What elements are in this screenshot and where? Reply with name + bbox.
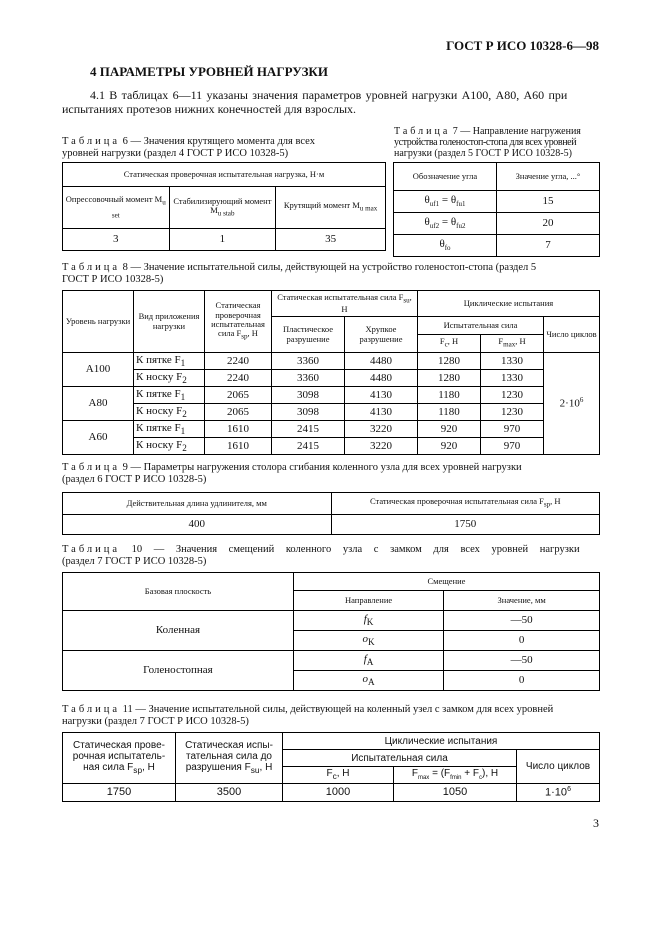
table-11 [62, 732, 600, 802]
t8-cell: 2065 [205, 404, 272, 421]
t8-cell: 1230 [481, 387, 544, 404]
intro-line-1: 4.1 В таблицах 6—11 указаны значения параметров уровней нагрузки А100, А80, А60 при [90, 88, 568, 102]
t8-cell: 2240 [205, 353, 272, 370]
t11-col-fmax: $F_{max} = (F_{fmin} + F_c)$, Н [394, 767, 517, 784]
t10-plane: Голеностопная [63, 651, 294, 691]
t8-col-static: Статическая проверочная испытательная сила $F_{sp}$, Н [205, 291, 272, 353]
t10-direction: $o_K$ [293, 631, 443, 651]
t10-col-direction: Направление [293, 591, 443, 611]
t8-kind: К пятке $F_1$ [134, 353, 205, 370]
t8-cell: 1330 [481, 370, 544, 387]
t10-value: 0 [444, 631, 600, 651]
t8-col-plastic: Пластическое разрушение [272, 317, 345, 353]
t8-cell: 1610 [205, 421, 272, 438]
t8-col-cyclic: Циклические испытания [418, 291, 600, 317]
t6-val-stab: 1 [169, 229, 276, 251]
table-9 [62, 492, 600, 535]
t8-cell: 1230 [481, 404, 544, 421]
t8-cell: 4130 [345, 387, 418, 404]
t7-angle: $\theta_{uf2} = \theta_{fu2}$ [394, 213, 497, 235]
t8-cell: 1180 [418, 404, 481, 421]
t11-col-break: Статическая испы- тательная сила до разрушения $F_{su}$, Н [176, 733, 283, 784]
t8-cycles: $2\cdot 10^6$ [544, 353, 600, 455]
t11-caption: Таблица 11 — Значение испытательной силы, действующей на коленный узел с замком для всех уровней нагрузки (раздел 7 ГОСТ Р ИСО 10328-5) [62, 704, 554, 727]
t10-value: —50 [444, 651, 600, 671]
t8-cell: 1610 [205, 438, 272, 455]
t8-cell: 3360 [272, 370, 345, 387]
t8-caption: Таблица 8 — Значение испытательной силы, действующей на устройство голеностоп-стопа (раздел 5 ГОСТ Р ИСО 10328-5) [62, 262, 537, 285]
t7-caption: Таблица 7 — Направление нагружения устройства голеностоп-стопа для всех уровней нагрузки (раздел 5 ГОСТ Р ИСО 10328-5) [394, 126, 581, 159]
t8-col-brittle: Хрупкое разрушение [345, 317, 418, 353]
t8-level: А80 [63, 387, 134, 421]
t8-col-fc: $F_c$, Н [418, 335, 481, 353]
t8-kind: К пятке $F_1$ [134, 421, 205, 438]
t10-value: 0 [444, 671, 600, 691]
t7-value: 20 [497, 213, 600, 235]
table-6 [62, 162, 386, 251]
t8-cell: 4480 [345, 370, 418, 387]
t7-col-value: Значение угла, ...° [497, 163, 600, 191]
table-10 [62, 572, 600, 691]
page-number: 3 [593, 816, 599, 830]
t8-cell: 4480 [345, 353, 418, 370]
t7-angle: $\theta_{uf1} = \theta_{fu1}$ [394, 191, 497, 213]
t10-direction: $o_A$ [293, 671, 443, 691]
t8-col-cycles: Число циклов [544, 317, 600, 353]
t8-cell: 1280 [418, 353, 481, 370]
t8-col-level: Уровень нагрузки [63, 291, 134, 353]
t8-cell: 3220 [345, 421, 418, 438]
t8-cell: 1180 [418, 387, 481, 404]
t7-angle: $\theta_{fo}$ [394, 235, 497, 257]
t8-col-kind: Вид приложения нагрузки [134, 291, 205, 353]
t8-level: А60 [63, 421, 134, 455]
t6-caption: Таблица 6 — Значения крутящего момента для всех уровней нагрузки (раздел 4 ГОСТ Р ИСО 10328-5) [62, 136, 315, 159]
t8-cell: 3098 [272, 387, 345, 404]
t10-caption: Таблица 10 — Значения смещений коленного узла с замком для всех уровней нагрузки (раздел 7 ГОСТ Р ИСО 10328-5) [62, 544, 580, 567]
t8-cell: 1330 [481, 353, 544, 370]
t8-kind: К носку $F_2$ [134, 438, 205, 455]
t10-col-shift: Смещение [293, 573, 599, 591]
t10-plane: Коленная [63, 611, 294, 651]
t6-val-max: 35 [276, 229, 386, 251]
t10-col-plane: Базовая плоскость [63, 573, 294, 611]
t6-col-set: Опрессовочный момент $M_{u set}$ [63, 187, 170, 229]
table-7 [393, 162, 600, 257]
t10-direction: $f_A$ [293, 651, 443, 671]
t10-value: —50 [444, 611, 600, 631]
t8-cell: 970 [481, 421, 544, 438]
t8-cell: 920 [418, 421, 481, 438]
t8-kind: К носку $F_2$ [134, 404, 205, 421]
t8-cell: 3098 [272, 404, 345, 421]
t7-value: 15 [497, 191, 600, 213]
t8-kind: К пятке $F_1$ [134, 387, 205, 404]
t11-col-cycles: Число циклов [517, 750, 600, 784]
section-title: 4 ПАРАМЕТРЫ УРОВНЕЙ НАГРУЗКИ [90, 64, 328, 79]
t8-cell: 3220 [345, 438, 418, 455]
t9-col-length: Действительная длина удлинителя, мм [63, 493, 332, 515]
t7-value: 7 [497, 235, 600, 257]
t8-kind: К носку $F_2$ [134, 370, 205, 387]
t11-val-break: 3500 [176, 784, 283, 802]
t8-cell: 2415 [272, 421, 345, 438]
t8-cell: 2240 [205, 370, 272, 387]
t8-cell: 920 [418, 438, 481, 455]
t10-col-value: Значение, мм [444, 591, 600, 611]
t10-direction: $f_K$ [293, 611, 443, 631]
t6-val-set: 3 [63, 229, 170, 251]
t8-cell: 2415 [272, 438, 345, 455]
t9-val-length: 400 [63, 515, 332, 535]
t8-cell: 2065 [205, 387, 272, 404]
t8-col-fmax: $F_{max}$, Н [481, 335, 544, 353]
t8-cell: 1280 [418, 370, 481, 387]
t8-col-force: Испытательная сила [418, 317, 544, 335]
t9-caption: Таблица 9 — Параметры нагружения столора сгибания коленного узла для всех уровней нагрузки (раздел 6 ГОСТ Р ИСО 10328-5) [62, 462, 522, 485]
t8-cell: 3360 [272, 353, 345, 370]
t8-cell: 4130 [345, 404, 418, 421]
page-header: ГОСТ Р ИСО 10328-6—98 [446, 38, 599, 53]
t11-val-fmax: 1050 [394, 784, 517, 802]
t11-val-static: 1750 [63, 784, 176, 802]
t11-col-fc: $F_c$, Н [283, 767, 394, 784]
t11-col-cyclic: Циклические испытания [283, 733, 600, 750]
t9-val-force: 1750 [331, 515, 600, 535]
t6-col-stab: Стабилизирующий момент $M_{u stab}$ [169, 187, 276, 229]
t8-level: А100 [63, 353, 134, 387]
t9-col-force: Статическая проверочная испытательная сила $F_{sp}$, Н [331, 493, 600, 515]
t7-col-angle: Обозначение угла [394, 163, 497, 191]
t6-group-header: Статическая проверочная испытательная нагрузка, Н·м [63, 163, 386, 187]
t11-col-force: Испытательная сила [283, 750, 517, 767]
table-8 [62, 290, 600, 455]
t11-val-fc: 1000 [283, 784, 394, 802]
t11-col-static: Статическая прове- рочная испытатель- ная сила $F_{sp}$, Н [63, 733, 176, 784]
t11-val-cycles: $1\cdot 10^6$ [517, 784, 600, 802]
t8-cell: 970 [481, 438, 544, 455]
intro-line-2: испытаниях протезов нижних конечностей для взрослых. [62, 102, 357, 116]
t8-col-test: Статическая испытательная сила $F_{su}$, Н [272, 291, 418, 317]
t6-col-max: Крутящий момент $M_{u max}$ [276, 187, 386, 229]
